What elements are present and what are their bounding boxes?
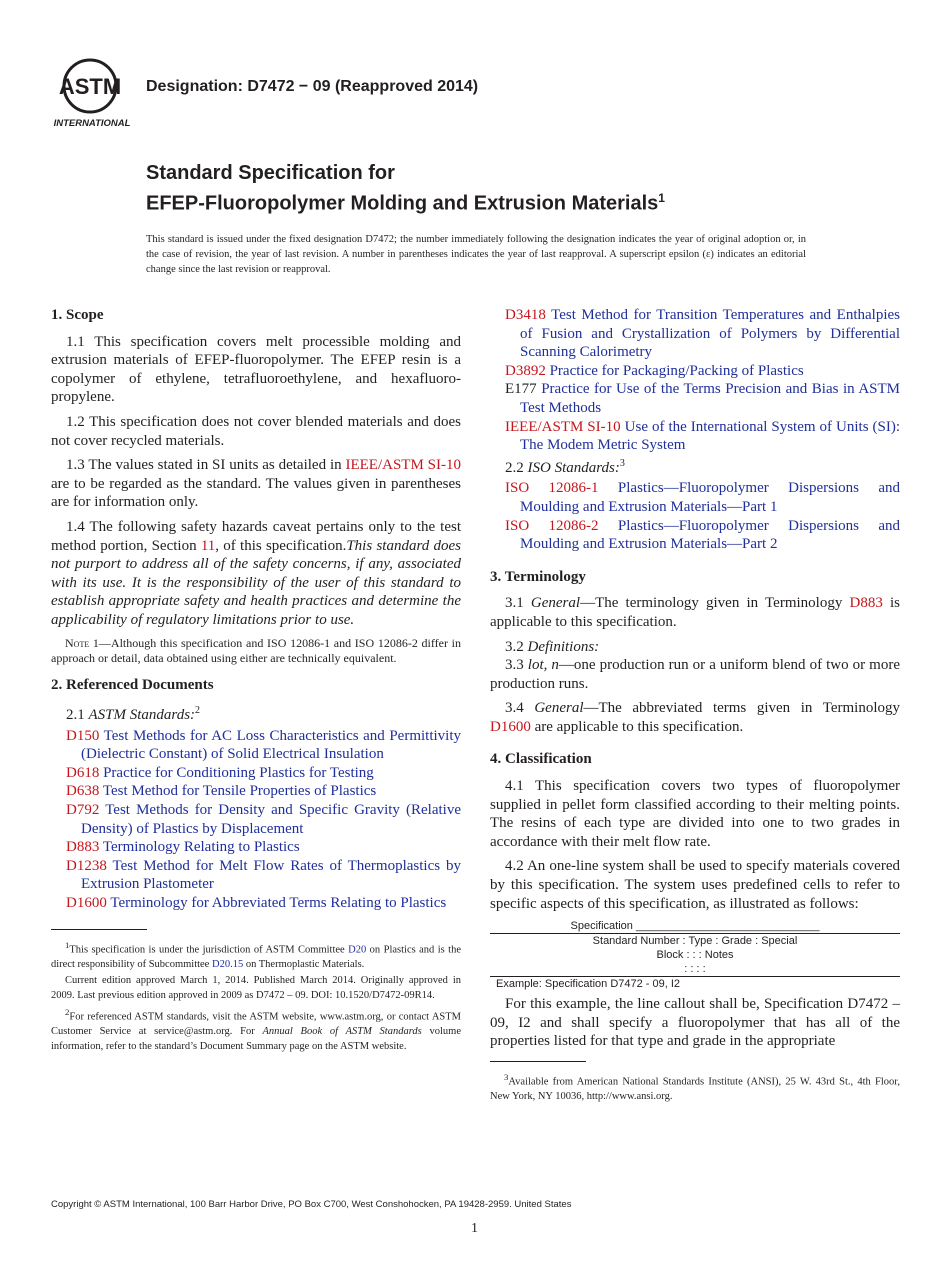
ref-code-link[interactable]: ISO 12086-1 (505, 480, 599, 497)
para-1-3 (51, 456, 461, 512)
page-number: 1 (471, 1221, 478, 1236)
para-4-1: 4.1 This specification covers two types of fluoropolymer supplied in pellet form classified according to their melting points. The resins of each type are divided into one to two grades in accordance with their melt flow rate. (490, 778, 900, 850)
para-3-2-num: 3.2 (505, 638, 528, 655)
para-1-1: 1.1 This specification covers melt processible molding and extrusion materials of EFEP-fluoropolymer. The EFEP resin is a copolymer of ethylene, tetrafluoroethylene, and hexafluoro-propylene. (51, 333, 461, 406)
spec-row-block: Block : : : Notes (656, 949, 734, 962)
ref-item (66, 764, 461, 783)
para-3-1-text-end: is applicable to this specification. (490, 595, 900, 630)
ref-title-link[interactable]: Plastics—Fluoropolymer Dispersions and Moulding and Extrusion Materials—Part 1 (520, 480, 900, 515)
ref-code-link[interactable]: D1600 (66, 895, 107, 912)
ref-item (505, 479, 900, 516)
footnote-1 (51, 938, 461, 973)
para-3-3-num: 3.3 (505, 657, 528, 674)
safety-caveat: This standard does not purport to address all of the safety concerns, if any, associated with its use. It is the responsibility of the user of this standard to establish appropriate safety and health practices and determine the applicability of regulatory limitations prior to use. (51, 537, 461, 628)
footnote-2-text: For referenced ASTM standards, visit the ASTM website, www.astm.org, or contact ASTM Customer Service at service@astm.org. For (51, 1011, 461, 1038)
para-3-4 (490, 699, 900, 736)
subcommittee-link[interactable]: D20.15 (211, 958, 244, 970)
ref-code: E177 (505, 381, 537, 398)
ref-item (66, 838, 461, 857)
copyright-footer: Copyright © ASTM International, 100 Barr Harbor Drive, PO Box C700, West Conshohocken, PA 19428-2959. United States (51, 1199, 572, 1210)
iso-standards-label (505, 455, 900, 478)
footnote-divider-right (490, 1061, 586, 1062)
note-1 (51, 636, 461, 666)
iso-label-text: ISO Standards: (527, 459, 620, 476)
ref-item (505, 418, 900, 455)
title-text: EFEP-Fluoropolymer Molding and Extrusion Materials (146, 192, 659, 215)
footnote-2-text-end: volume information, refer to the standard’s Document Summary page on the ASTM website. (51, 1026, 461, 1052)
section-scope-heading: 1. Scope (51, 307, 104, 323)
ref-item (66, 857, 461, 894)
astm-standards-label (66, 702, 461, 725)
spec-row-fields: Standard Number : Type : Grade : Special (490, 934, 900, 949)
para-3-3-term: lot, n (527, 657, 559, 674)
ref-title-link[interactable]: Terminology Relating to Plastics (102, 839, 300, 856)
ref-code-link[interactable]: D792 (66, 802, 100, 819)
para-3-4-text: —The abbreviated terms given in Terminology (583, 700, 901, 717)
iso-footnote-ref[interactable]: 3 (619, 457, 625, 469)
spec-row-label: Specification ______________________________ (570, 920, 820, 933)
para-1-4 (51, 518, 461, 630)
ref-code-link[interactable]: D1238 (66, 857, 107, 874)
footnote-divider (51, 929, 147, 930)
footnote-3-marker: 3 (504, 1072, 509, 1082)
title-line-2 (146, 186, 665, 217)
para-1-4-text: 1.4 The following safety hazards caveat pertains only to the test method portion, Section (51, 518, 461, 554)
para-example: For this example, the line callout shall be, Specification D7472 – 09, I2 and shall specify a fluoropolymer that has all of the properties listed for that type and grade in the appropriate (490, 996, 900, 1050)
footnote-3 (490, 1070, 900, 1105)
footnote-3-text: Available from American National Standards Institute (ANSI), 25 W. 43rd St., 4th Floor, New York, NY 10036, http://www.ansi.org. (490, 1076, 900, 1102)
para-1-3-text: 1.3 The values stated in SI units as detailed in (66, 457, 346, 474)
ref-title-link[interactable]: Use of the International System of Units (SI): The Modem Metric System (520, 418, 901, 454)
ref-code-link[interactable]: D3892 (505, 362, 546, 379)
para-3-1 (490, 594, 900, 631)
ref-title-link[interactable]: Test Methods for Density and Specific Gravity (Relative Density) of Plastics by Displacement (81, 802, 461, 837)
ref-item (505, 362, 900, 381)
ref-title-link[interactable]: Test Method for Transition Temperatures and Enthalpies of Fusion and Crystallization of Polymers by Differential Scanning Calorimetry (520, 307, 900, 361)
note-label: Note (65, 635, 90, 650)
title-line-1: Standard Specification for (146, 162, 395, 184)
ref-code-link[interactable]: IEEE/ASTM SI-10 (505, 418, 621, 435)
section-terminology-heading: 3. Terminology (490, 568, 586, 585)
section-classification-heading: 4. Classification (490, 751, 592, 768)
spec-example: Example: Specification D7472 - 09, I2 (490, 977, 900, 992)
ref-item (66, 894, 461, 913)
footnote-2 (51, 1005, 461, 1054)
footnote-1-text-mid: on Plastics and is the direct responsibility of Subcommittee (51, 944, 461, 970)
para-3-1-text: —The terminology given in Terminology (580, 595, 850, 612)
para-3-4-text-end: are applicable to this specification. (530, 718, 744, 735)
astm-label-text: ASTM Standards: (88, 707, 196, 724)
logo-letters: ASTM (58, 74, 122, 99)
ref-item (505, 306, 900, 362)
designation: Designation: D7472 − 09 (Reapproved 2014) (146, 78, 479, 95)
astm-footnote-ref[interactable]: 2 (195, 705, 201, 717)
astm-label-num: 2.1 (66, 707, 89, 724)
astm-logo (52, 56, 134, 130)
ref-item (505, 517, 900, 554)
footnote-edition: Current edition approved March 1, 2014. Published March 2014. Originally approved in 2009. Last previous edition approved in 2009 as D7472 – 09. DOI: 10.1520/D7472-09R14. (51, 975, 461, 1001)
si10-link[interactable]: IEEE/ASTM SI-10 (345, 457, 461, 474)
specification-callout-table (490, 919, 900, 991)
para-3-1-term: General (530, 595, 581, 612)
ref-item (66, 782, 461, 801)
para-1-3-text-end: are to be regarded as the standard. The values given in parentheses are for information only. (51, 475, 461, 511)
footnote-2-italic: Annual Book of ASTM Standards (262, 1026, 422, 1038)
ref-code-link[interactable]: D883 (66, 839, 100, 856)
ref-title-link[interactable]: Practice for Packaging/Packing of Plastics (549, 362, 804, 379)
iso-ref-list (505, 479, 900, 553)
section-11-link[interactable]: 11 (200, 537, 216, 554)
ref-item (66, 727, 461, 764)
iso-label-num: 2.2 (505, 459, 528, 476)
left-column (51, 306, 461, 1056)
ref-code-link[interactable]: D150 (66, 727, 100, 744)
ref-item (66, 801, 461, 838)
note-text: 1—Although this specification and ISO 12086-1 and ISO 12086-2 differ in approach or detail, data obtained using either are technically equivalent. (51, 635, 461, 665)
astm-ref-list-continued (505, 306, 900, 455)
title-footnote-ref[interactable]: 1 (658, 191, 665, 205)
footnote-1-text: This specification is under the jurisdiction of ASTM Committee (69, 944, 349, 956)
spec-row-separators: : : : : (684, 963, 706, 976)
ref-code-link[interactable]: D618 (66, 764, 100, 781)
section-refdocs-heading: 2. Referenced Documents (51, 676, 214, 693)
d1600-link[interactable]: D1600 (490, 718, 531, 735)
para-1-4-text-mid: , of this specification. (215, 537, 347, 554)
astm-ref-list (51, 727, 461, 913)
ref-title-link[interactable]: Terminology for Abbreviated Terms Relating to Plastics (110, 895, 447, 912)
logo-subtitle: INTERNATIONAL (53, 118, 131, 129)
ref-title-link[interactable]: Test Methods for AC Loss Characteristics and Permittivity (Dielectric Constant) of Solid Electrical Insulation (81, 727, 461, 763)
committee-d20-link[interactable]: D20 (348, 944, 367, 956)
para-3-3-text: —one production run or a uniform blend of two or more production runs. (490, 657, 901, 692)
para-3-2-term: Definitions: (527, 638, 600, 655)
intro-paragraph: This standard is issued under the fixed designation D7472; the number immediately following the designation indicates the year of original adoption or, in the case of revision, the year of last revision. A number in parentheses indicates the year of last reapproval. A superscript epsilon (ε) indicates an editorial change since the last revision or reapproval. (146, 234, 806, 275)
ref-item (505, 380, 900, 417)
ref-code-link[interactable]: D638 (66, 783, 100, 800)
d883-link[interactable]: D883 (849, 595, 883, 612)
para-3-4-num: 3.4 (505, 700, 535, 717)
right-column (490, 306, 900, 1107)
para-3-2 (490, 638, 900, 657)
ref-code-link[interactable]: D3418 (505, 307, 546, 323)
ref-title-link[interactable]: Practice for Conditioning Plastics for Testing (103, 764, 374, 781)
footnote-1-marker: 1 (65, 939, 70, 950)
para-4-2: 4.2 An one-line system shall be used to specify materials covered by this specification. The system uses predefined cells to refer to specific aspects of this specification, as illustrated as follows: (490, 858, 900, 912)
ref-title-link[interactable]: Test Method for Melt Flow Rates of Thermoplastics by Extrusion Plastometer (81, 857, 461, 893)
ref-title-link[interactable]: Test Method for Tensile Properties of Plastics (102, 783, 377, 800)
document-title (146, 161, 665, 217)
footnote-2-marker: 2 (65, 1007, 70, 1018)
ref-title-link[interactable]: Practice for Use of the Terms Precision and Bias in ASTM Test Methods (520, 381, 901, 416)
ref-code-link[interactable]: ISO 12086-2 (505, 517, 599, 534)
para-1-2: 1.2 This specification does not cover blended materials and does not cover recycled materials. (51, 413, 461, 449)
ref-title-link[interactable]: Plastics—Fluoropolymer Dispersions and Moulding and Extrusion Materials—Part 2 (520, 517, 900, 553)
para-3-1-num: 3.1 (505, 595, 531, 612)
para-3-4-term: General (534, 700, 584, 717)
para-3-3 (490, 656, 900, 693)
footnote-1-text-end: on Thermoplastic Materials. (243, 958, 365, 970)
